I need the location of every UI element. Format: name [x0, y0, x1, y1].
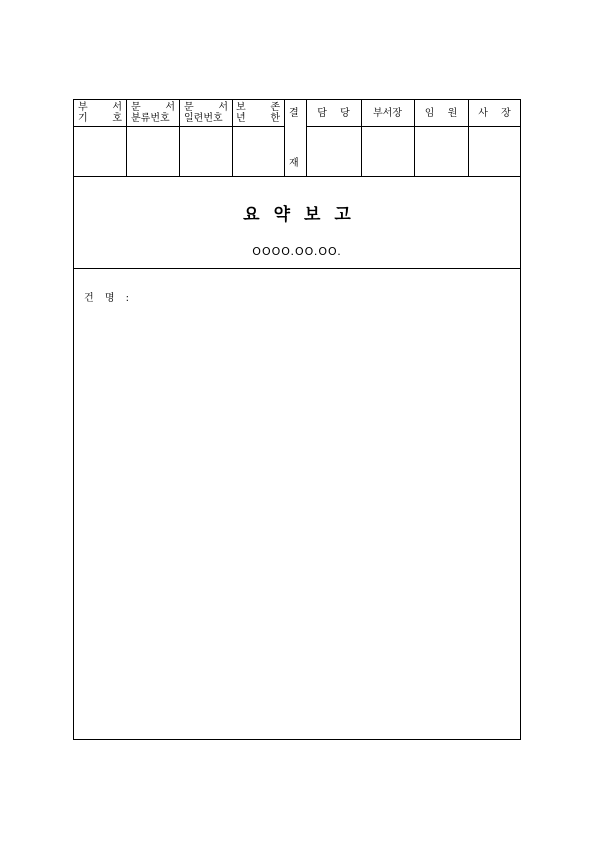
approval-label-bottom: 재 — [289, 158, 299, 169]
approval-label-top: 결 — [289, 108, 299, 119]
document-date: OOOO.OO.OO. — [252, 245, 342, 258]
retention-label: 보 존 년 한 — [236, 102, 280, 124]
doc-serial-no-label: 문 서 일련번호 — [184, 102, 228, 124]
approver-dept-head-label: 부서장 — [373, 108, 402, 119]
report-form — [73, 99, 521, 740]
approver-executive-label: 임 원 — [424, 108, 458, 119]
subject-label: 건 명 : — [84, 293, 134, 304]
approval-header — [74, 100, 520, 177]
dept-code-label: 부 서 기 호 — [78, 102, 122, 124]
doc-class-no-label: 문 서 분류번호 — [131, 102, 175, 124]
approver-president-label: 사 장 — [478, 108, 511, 119]
divider — [179, 100, 180, 176]
divider — [284, 100, 285, 176]
title-section — [74, 177, 520, 269]
divider — [126, 100, 127, 176]
divider — [232, 100, 233, 176]
divider — [306, 126, 521, 127]
document-title: 요약보고 — [243, 205, 365, 225]
divider — [74, 126, 284, 127]
approver-staff-label: 담 당 — [317, 108, 350, 119]
